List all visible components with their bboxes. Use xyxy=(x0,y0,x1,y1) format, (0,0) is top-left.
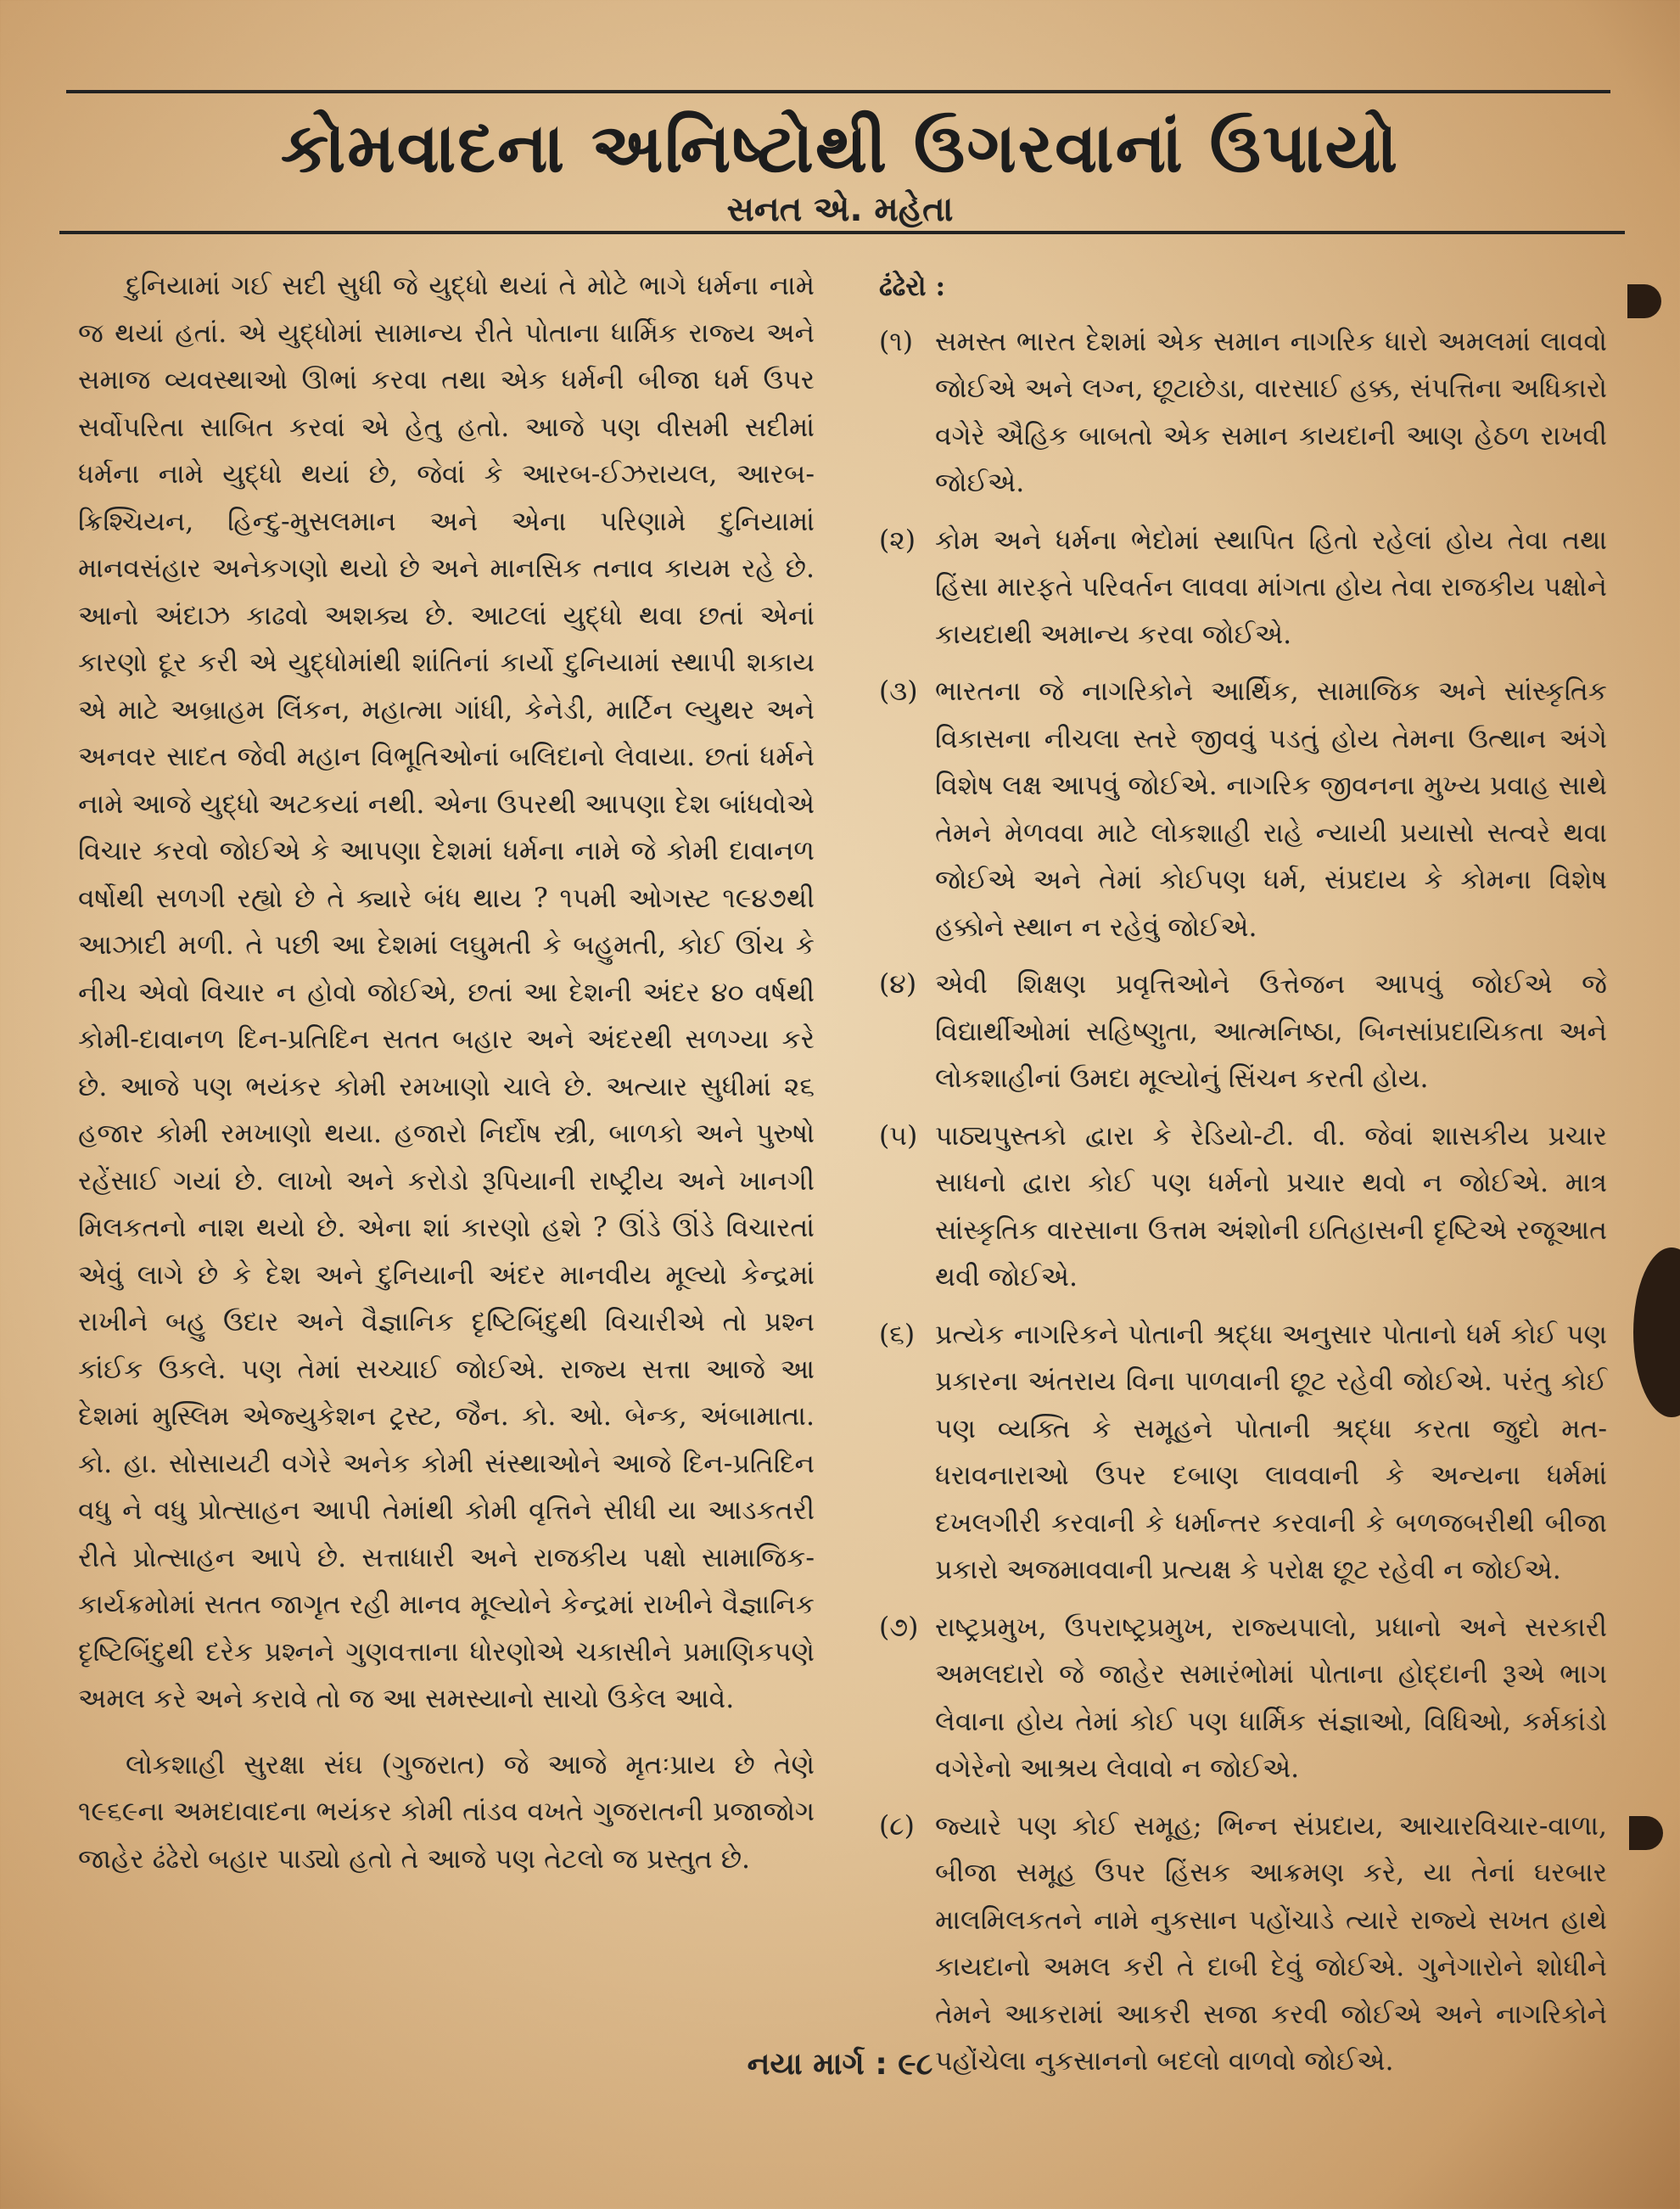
manifesto-item xyxy=(879,1113,1607,1302)
page-footer: નયા માર્ગ : ૯૮ xyxy=(747,2047,933,2082)
left-column xyxy=(78,263,815,1902)
item-text: એવી શિક્ષણ પ્રવૃત્તિઓને ઉત્તેજન આપવું જોઈએ જે વિદ્યાર્થીઓમાં સહિષ્ણુતા, આત્મનિષ્ઠા, બિનસાંપ્રદાયિકતા અને લોકશાહીનાં ઉમદા મૂલ્યોનું સિંચન કરતી હોય. xyxy=(935,969,1607,1094)
item-text: કોમ અને ધર્મના ભેદોમાં સ્થાપિત હિતો રહેલાં હોય તેવા તથા હિંસા મારફતે પરિવર્તન લાવવા માંગતા હોય તેવા રાજકીય પક્ષોને કાયદાથી અમાન્ય કરવા જોઈએ. xyxy=(935,524,1607,650)
manifesto-item xyxy=(879,1312,1607,1595)
item-number: (૫) xyxy=(879,1120,918,1152)
item-number: (૪) xyxy=(879,969,917,1000)
manifesto-item xyxy=(879,1803,1607,2086)
right-column xyxy=(879,263,1607,2096)
item-text: ભારતના જે નાગરિકોને આર્થિક, સામાજિક અને સાંસ્કૃતિક વિકાસના નીચલા સ્તરે જીવવું પડતું હોય તેમના ઉત્થાન અંગે વિશેષ લક્ષ આપવું જોઈએ. નાગરિક જીવનના મુખ્ય પ્રવાહ સાથે તેમને મેળવવા માટે લોકશાહી રાહે ન્યાયી પ્રયાસો સત્વરે થવા જોઈએ અને તેમાં કોઈપણ ધર્મ, સંપ્રદાય કે કોમના વિશેષ હક્કોને સ્થાન ન રહેવું જોઈએ. xyxy=(935,676,1607,943)
item-text: સમસ્ત ભારત દેશમાં એક સમાન નાગરિક ધારો અમલમાં લાવવો જોઈએ અને લગ્ન, છૂટાછેડા, વારસાઈ હક્ક, સંપત્તિના અધિકારો વગેરે ઐહિક બાબતો એક સમાન કાયદાની આણ હેઠળ રાખવી જોઈએ. xyxy=(935,326,1607,498)
top-rule xyxy=(66,90,1610,93)
manifesto-heading: ઢંઢેરો : xyxy=(879,271,946,302)
item-text: જ્યારે પણ કોઈ સમૂહ; ભિન્ન સંપ્રદાય, આચારવિચાર-વાળા, બીજા સમૂહ ઉપર હિંસક આક્રમણ કરે, યા તેનાં ઘરબાર માલમિલકતને નામે નુકસાન પહોંચાડે ત્યારે રાજ્યે સખત હાથે કાયદાનો અમલ કરી તે દાબી દેવું જોઈએ. ગુનેગારોને શોધીને તેમને આકરામાં આકરી સજા કરવી જોઈએ અને નાગરિકોને પહોંચેલા નુકસાનનો બદલો વાળવો જોઈએ. xyxy=(935,1810,1607,2077)
item-number: (૭) xyxy=(879,1612,919,1643)
item-number: (૧) xyxy=(879,326,914,357)
item-number: (૩) xyxy=(879,676,918,707)
item-text: રાષ્ટ્રપ્રમુખ, ઉપરાષ્ટ્રપ્રમુખ, રાજ્યપાલો, પ્રધાનો અને સરકારી અમલદારો જે જાહેર સમારંભોમાં પોતાના હોદ્દાની રૂએ ભાગ લેવાના હોય તેમાં કોઈ પણ ધાર્મિક સંજ્ઞાઓ, વિધિઓ, કર્મકાંડો વગેરેનો આશ્રય લેવાવો ન જોઈએ. xyxy=(935,1612,1607,1784)
paper-tear xyxy=(1633,1247,1680,1417)
item-text: પાઠ્યપુસ્તકો દ્વારા કે રેડિયો-ટી. વી. જેવાં શાસકીય પ્રચાર સાધનો દ્વારા કોઈ પણ ધર્મનો પ્રચાર થવો ન જોઈએ. માત્ર સાંસ્કૃતિક વારસાના ઉત્તમ અંશોની ઇતિહાસની દૃષ્ટિએ રજૂઆત થવી જોઈએ. xyxy=(935,1120,1607,1292)
manifesto-item xyxy=(879,669,1607,951)
item-number: (૨) xyxy=(879,524,916,556)
paper-tear xyxy=(1629,1816,1663,1850)
item-text: પ્રત્યેક નાગરિકને પોતાની શ્રદ્ધા અનુસાર પોતાનો ધર્મ કોઈ પણ પ્રકારના અંતરાય વિના પાળવાની છૂટ રહેવી જોઈએ. પરંતુ કોઈ પણ વ્યક્તિ કે સમૂહને પોતાની શ્રદ્ધા કરતા જુદો મત-ધરાવનારાઓ ઉપર દબાણ લાવવાની કે અન્યના ધર્મમાં દખલગીરી કરવાની કે ધર્માન્તર કરવાની કે બળજબરીથી બીજા પ્રકારો અજમાવવાની પ્રત્યક્ષ કે પરોક્ષ છૂટ રહેવી ન જોઈએ. xyxy=(935,1319,1607,1585)
item-number: (૬) xyxy=(879,1319,916,1350)
manifesto-item xyxy=(879,1605,1607,1793)
article-title: કોમવાદના અનિષ્ટોથી ઉગરવાનાં ઉપાયો xyxy=(280,109,1400,188)
paper-tear xyxy=(1627,284,1661,318)
body-paragraph: દુનિયામાં ગઈ સદી સુધી જે યુદ્ધો થયાં તે મોટે ભાગે ધર્મના નામે જ થયાં હતાં. એ યુદ્ધોમાં સામાન્ય રીતે પોતાના ધાર્મિક રાજ્ય અને સમાજ વ્યવસ્થાઓ ઊભાં કરવા તથા એક ધર્મની બીજા ધર્મ ઉપર સર્વોપરિતા સાબિત કરવાં એ હેતુ હતો. આજે પણ વીસમી સદીમાં ધર્મના નામે યુદ્ધો થયાં છે, જેવાં કે આરબ-ઈઝરાયલ, આરબ-ક્રિશ્ચિયન, હિન્દુ-મુસલમાન અને એના પરિણામે દુનિયામાં માનવસંહાર અનેકગણો થયો છે અને માનસિક તનાવ કાયમ રહે છે. આનો અંદાઝ કાઢવો અશક્ય છે. આટલાં યુદ્ધો થવા છતાં એનાં કારણો દૂર કરી એ યુદ્ધોમાંથી શાંતિનાં કાર્યો દુનિયામાં સ્થાપી શકાય એ માટે અબ્રાહમ લિંકન, મહાત્મા ગાંધી, કેનેડી, માર્ટિન લ્યુથર અને અનવર સાદત જેવી મહાન વિભૂતિઓનાં બલિદાનો લેવાયા. છતાં ધર્મને નામે આજે યુદ્ધો અટકયાં નથી. એના ઉપરથી આપણા દેશ બાંધવોએ વિચાર કરવો જોઈએ કે આપણા દેશમાં ધર્મના નામે જે કોમી દાવાનળ વર્ષોથી સળગી રહ્યો છે તે ક્યારે બંધ થાય ? ૧૫મી ઓગસ્ટ ૧૯૪૭થી આઝાદી મળી. તે પછી આ દેશમાં લઘુમતી કે બહુમતી, કોઈ ઊંચ કે નીચ એવો વિચાર ન હોવો જોઈએ, છતાં આ દેશની અંદર ૪૦ વર્ષથી કોમી-દાવાનળ દિન-પ્રતિદિન સતત બહાર અને અંદરથી સળગ્યા કરે છે. આજે પણ ભયંકર કોમી રમખાણો ચાલે છે. અત્યાર સુધીમાં ૨૬ હજાર કોમી રમખાણો થયા. હજારો નિર્દોષ સ્ત્રી, બાળકો અને પુરુષો રહેંસાઈ ગયાં છે. લાખો અને કરોડો રૂપિયાની રાષ્ટ્રીય અને ખાનગી મિલકતનો નાશ થયો છે. એના શાં કારણો હશે ? ઊંડે ઊંડે વિચારતાં એવું લાગે છે કે દેશ અને દુનિયાની અંદર માનવીય મૂલ્યો કેન્દ્રમાં રાખીને બહુ ઉદાર અને વૈજ્ઞાનિક દૃષ્ટિબિંદુથી વિચારીએ તો પ્રશ્ન કાંઈક ઉકલે. પણ તેમાં સચ્ચાઈ જોઈએ. રાજ્ય સત્તા આજે આ દેશમાં મુસ્લિમ એજ્યુકેશન ટ્રસ્ટ, જૈન. કો. ઓ. બેન્ક, અંબામાતા. કો. હા. સોસાયટી વગેરે અનેક કોમી સંસ્થાઓને આજે દિન-પ્રતિદિન વધુ ને વધુ પ્રોત્સાહન આપી તેમાંથી કોમી વૃત્તિને સીધી યા આડકતરી રીતે પ્રોત્સાહન આપે છે. સત્તાધારી અને રાજકીય પક્ષો સામાજિક-કાર્યક્રમોમાં સતત જાગૃત રહી માનવ મૂલ્યોને કેન્દ્રમાં રાખીને વૈજ્ઞાનિક દૃષ્ટિબિંદુથી દરેક પ્રશ્નને ગુણવત્તાના ધોરણોએ ચકાસીને પ્રમાણિકપણે અમલ કરે અને કરાવે તો જ આ સમસ્યાનો સાચો ઉકેલ આવે. xyxy=(78,271,815,1714)
body-paragraph: લોકશાહી સુરક્ષા સંઘ (ગુજરાત) જે આજે મૃતઃપ્રાય છે તેણે ૧૯૬૯ના અમદાવાદના ભયંકર કોમી તાંડવ વખતે ગુજરાતની પ્રજાજોગ જાહેર ઢંઢેરો બહાર પાડ્યો હતો તે આજે પણ તેટલો જ પ્રસ્તુત છે. xyxy=(78,1749,815,1875)
manifesto-item xyxy=(879,319,1607,507)
manifesto-item xyxy=(879,962,1607,1103)
item-number: (૮) xyxy=(879,1810,915,1842)
header-rule xyxy=(59,231,1625,234)
article-author: સનત એ. મહેતા xyxy=(726,190,954,229)
manifesto-item xyxy=(879,518,1607,659)
